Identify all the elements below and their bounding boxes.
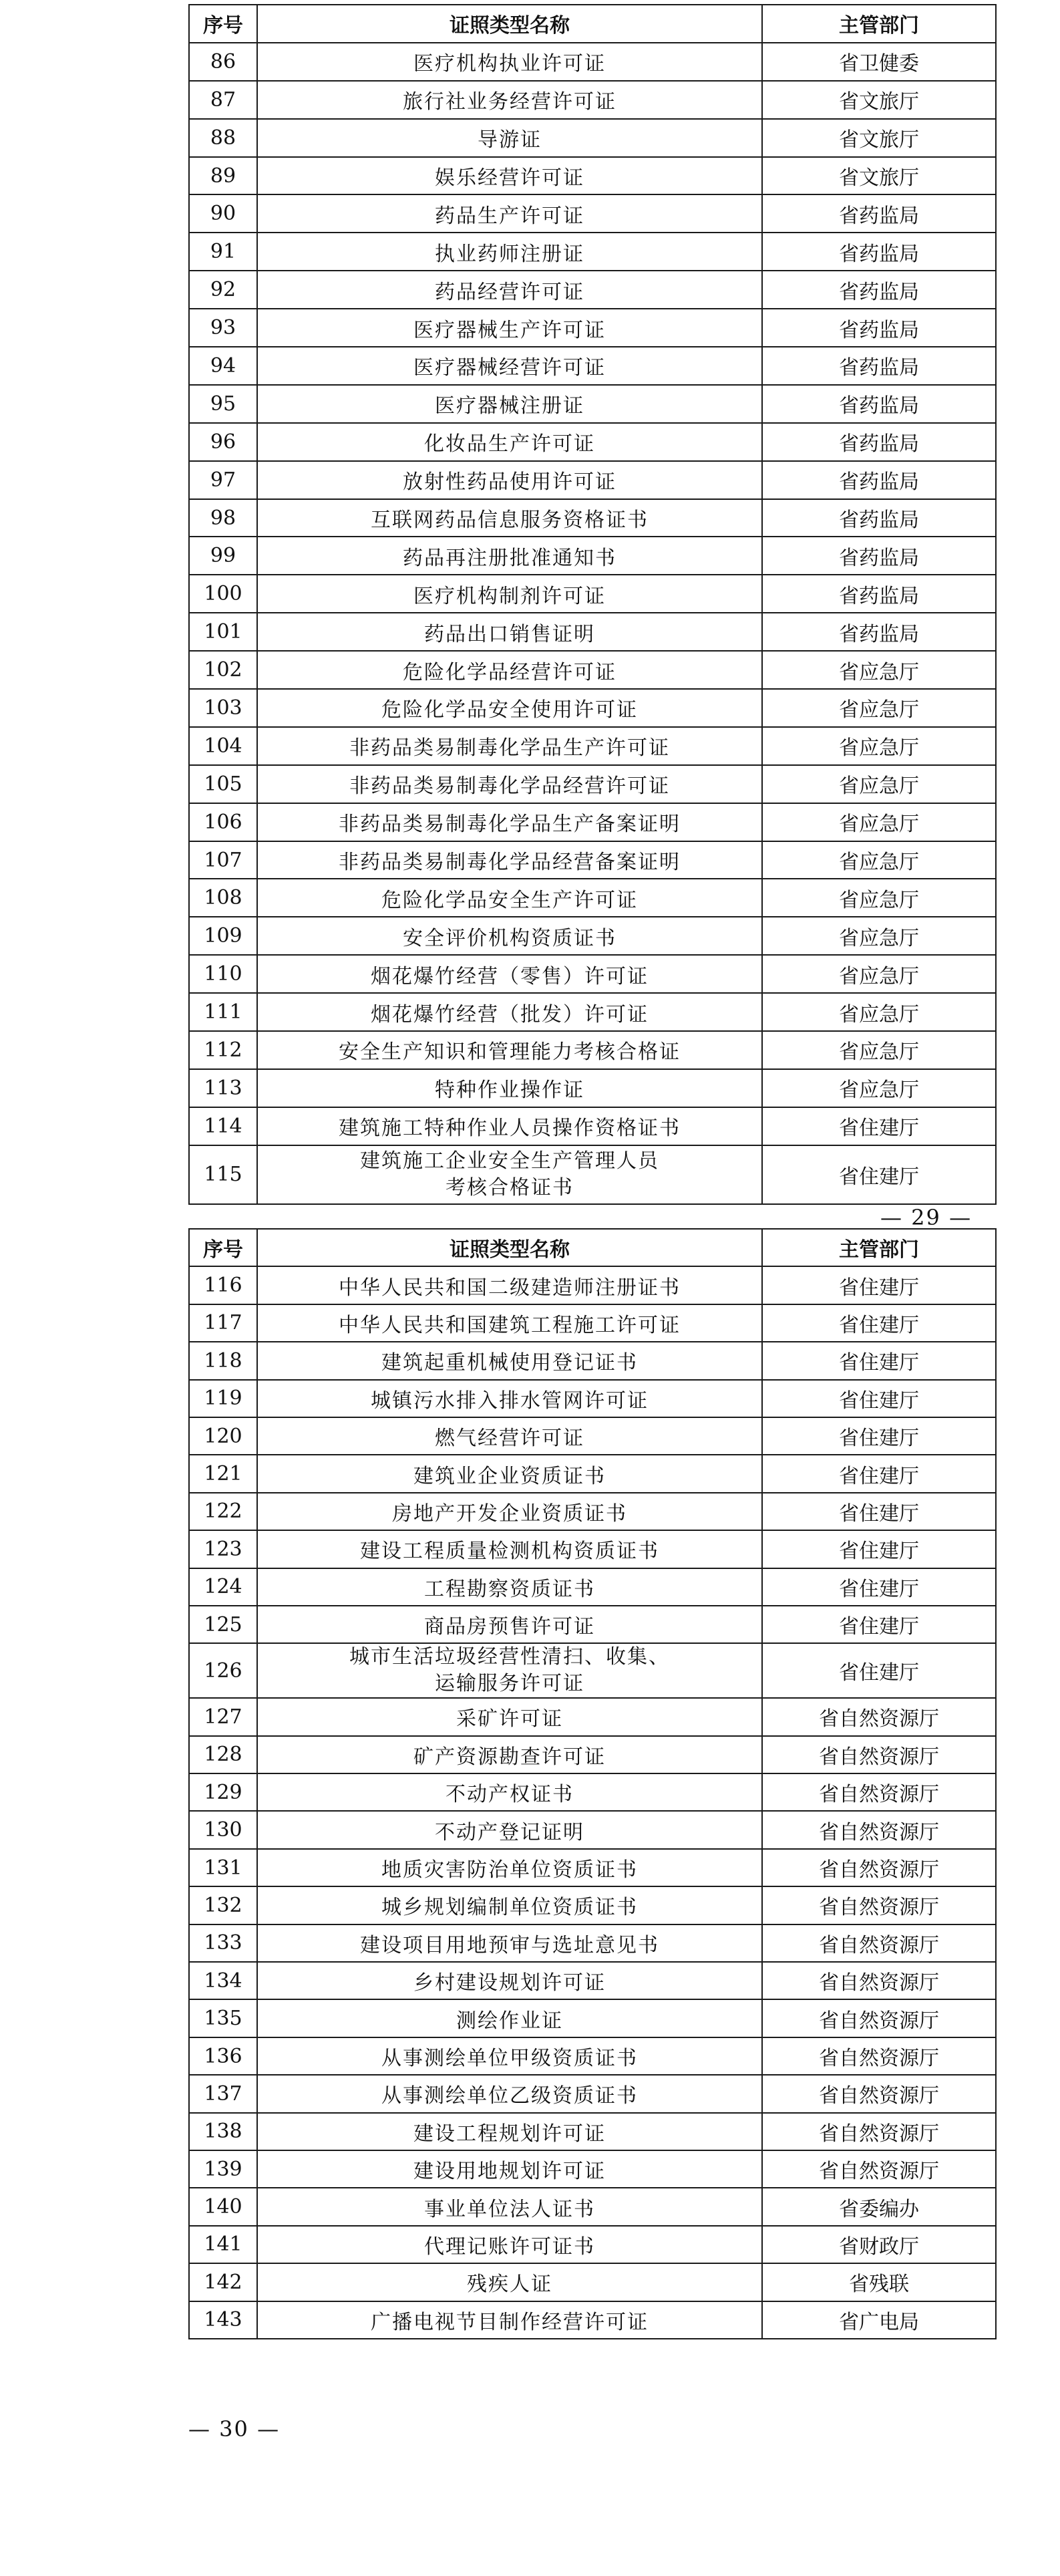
row-number: 102 [189,651,257,689]
certificate-name: 建设工程质量检测机构资质证书 [257,1530,762,1568]
table-header-row [189,1229,996,1266]
certificate-name: 医疗机构执业许可证 [257,43,762,81]
department: 省住建厅 [762,1530,996,1568]
row-number: 115 [189,1145,257,1204]
table-row [189,81,996,119]
department: 省应急厅 [762,727,996,765]
certificate-name: 危险化学品安全使用许可证 [257,689,762,727]
table-row [189,1380,996,1417]
department: 省药监局 [762,271,996,309]
table-row [189,194,996,233]
certificate-name: 测绘作业证 [257,1999,762,2037]
department: 省自然资源厅 [762,1773,996,1811]
page-number-30: — 30 — [188,2416,281,2442]
department: 省应急厅 [762,803,996,841]
table-row [189,1069,996,1107]
row-number: 103 [189,689,257,727]
table-row [189,2188,996,2225]
department: 省自然资源厅 [762,2075,996,2112]
table-row [189,1736,996,1773]
row-number: 127 [189,1698,257,1735]
row-number: 120 [189,1417,257,1455]
certificate-name: 非药品类易制毒化学品经营备案证明 [257,841,762,879]
department: 省药监局 [762,461,996,499]
department: 省自然资源厅 [762,1698,996,1735]
table-body-page-30 [189,1266,996,2339]
row-number: 108 [189,879,257,917]
table-row [189,157,996,195]
header-dept: 主管部门 [762,5,996,43]
certificate-name: 烟花爆竹经营（零售）许可证 [257,955,762,993]
department: 省应急厅 [762,651,996,689]
certificate-name-line-1: 城市生活垃圾经营性清扫、收集、 [349,1645,670,1669]
table-row [189,2263,996,2301]
table-row [189,1568,996,1606]
department: 省文旅厅 [762,81,996,119]
department: 省住建厅 [762,1342,996,1379]
certificate-name: 药品再注册批准通知书 [257,537,762,575]
row-number: 143 [189,2301,257,2339]
certificate-name: 不动产权证书 [257,1773,762,1811]
table-row [189,1493,996,1530]
row-number: 91 [189,233,257,271]
row-number: 132 [189,1886,257,1924]
certificate-name: 药品出口销售证明 [257,613,762,651]
certificate-name: 非药品类易制毒化学品经营许可证 [257,765,762,803]
certificate-name: 采矿许可证 [257,1698,762,1735]
table-row [189,1417,996,1455]
row-number: 104 [189,727,257,765]
table-body-page-29 [189,43,996,1204]
row-number: 124 [189,1568,257,1606]
department: 省自然资源厅 [762,1811,996,1848]
table-row [189,1643,996,1698]
table-row [189,2113,996,2150]
row-number: 121 [189,1455,257,1492]
table-row [189,1107,996,1145]
table-row [189,1698,996,1735]
table-row [189,1031,996,1069]
department: 省应急厅 [762,841,996,879]
table-row [189,537,996,575]
certificate-name: 从事测绘单位甲级资质证书 [257,2037,762,2075]
department: 省自然资源厅 [762,1849,996,1886]
certificate-name: 安全生产知识和管理能力考核合格证 [257,1031,762,1069]
certificate-name: 矿产资源勘查许可证 [257,1736,762,1773]
department: 省应急厅 [762,993,996,1031]
table-row [189,423,996,461]
row-number: 141 [189,2226,257,2263]
department: 省药监局 [762,194,996,233]
department: 省住建厅 [762,1568,996,1606]
table-row [189,309,996,347]
department: 省药监局 [762,575,996,613]
certificate-name: 烟花爆竹经营（批发）许可证 [257,993,762,1031]
row-number: 122 [189,1493,257,1530]
certificate-name: 建筑起重机械使用登记证书 [257,1342,762,1379]
department: 省药监局 [762,385,996,423]
row-number: 129 [189,1773,257,1811]
certificate-name: 非药品类易制毒化学品生产许可证 [257,727,762,765]
row-number: 110 [189,955,257,993]
row-number: 87 [189,81,257,119]
certificate-name: 商品房预售许可证 [257,1606,762,1643]
department: 省药监局 [762,613,996,651]
row-number: 134 [189,1962,257,1999]
table-row [189,1455,996,1492]
table-row [189,1849,996,1886]
row-number: 123 [189,1530,257,1568]
certificate-name: 建设项目用地预审与选址意见书 [257,1924,762,1962]
table-row [189,461,996,499]
header-dept: 主管部门 [762,1229,996,1266]
department: 省残联 [762,2263,996,2301]
page-number-29: — 29 — [880,1205,973,1230]
department: 省自然资源厅 [762,2150,996,2188]
certificate-table-page-30 [188,1228,997,2339]
certificate-name: 地质灾害防治单位资质证书 [257,1849,762,1886]
table-row [189,651,996,689]
certificate-name: 房地产开发企业资质证书 [257,1493,762,1530]
department: 省自然资源厅 [762,2113,996,2150]
certificate-name: 互联网药品信息服务资格证书 [257,499,762,537]
row-number: 128 [189,1736,257,1773]
certificate-name: 执业药师注册证 [257,233,762,271]
table-row [189,841,996,879]
table-row [189,879,996,917]
certificate-name: 非药品类易制毒化学品生产备案证明 [257,803,762,841]
table-row [189,765,996,803]
certificate-name: 医疗器械生产许可证 [257,309,762,347]
department: 省住建厅 [762,1493,996,1530]
certificate-name: 建筑施工特种作业人员操作资格证书 [257,1107,762,1145]
department: 省药监局 [762,499,996,537]
row-number: 86 [189,43,257,81]
department: 省委编办 [762,2188,996,2225]
certificate-name: 中华人民共和国二级建造师注册证书 [257,1266,762,1304]
certificate-name: 特种作业操作证 [257,1069,762,1107]
certificate-name [257,1145,762,1204]
certificate-name: 事业单位法人证书 [257,2188,762,2225]
row-number: 139 [189,2150,257,2188]
department: 省住建厅 [762,1304,996,1342]
certificate-name: 化妆品生产许可证 [257,423,762,461]
certificate-name: 娱乐经营许可证 [257,157,762,195]
table-row [189,1266,996,1304]
certificate-name: 危险化学品经营许可证 [257,651,762,689]
table-row [189,613,996,651]
department: 省广电局 [762,2301,996,2339]
row-number: 126 [189,1643,257,1698]
table-row [189,2301,996,2339]
department: 省住建厅 [762,1266,996,1304]
certificate-name: 旅行社业务经营许可证 [257,81,762,119]
certificate-name: 医疗器械注册证 [257,385,762,423]
certificate-name: 导游证 [257,119,762,157]
table-row [189,119,996,157]
department: 省住建厅 [762,1606,996,1643]
table-row [189,1886,996,1924]
table-row [189,1999,996,2037]
department: 省自然资源厅 [762,1924,996,1962]
table-row [189,1962,996,1999]
department: 省卫健委 [762,43,996,81]
row-number: 99 [189,537,257,575]
row-number: 107 [189,841,257,879]
certificate-name: 药品经营许可证 [257,271,762,309]
row-number: 109 [189,917,257,955]
department: 省自然资源厅 [762,1962,996,1999]
department: 省药监局 [762,537,996,575]
row-number: 92 [189,271,257,309]
row-number: 142 [189,2263,257,2301]
row-number: 94 [189,347,257,385]
department: 省应急厅 [762,765,996,803]
department: 省药监局 [762,347,996,385]
row-number: 89 [189,157,257,195]
row-number: 96 [189,423,257,461]
row-number: 131 [189,1849,257,1886]
row-number: 112 [189,1031,257,1069]
certificate-name [257,1643,762,1698]
row-number: 97 [189,461,257,499]
certificate-name: 中华人民共和国建筑工程施工许可证 [257,1304,762,1342]
certificate-name-line-2: 运输服务许可证 [435,1672,584,1696]
table-row [189,1342,996,1379]
certificate-name: 乡村建设规划许可证 [257,1962,762,1999]
certificate-name: 代理记账许可证书 [257,2226,762,2263]
table-row [189,499,996,537]
table-row [189,1145,996,1204]
department: 省应急厅 [762,689,996,727]
certificate-name: 医疗机构制剂许可证 [257,575,762,613]
table-row [189,2037,996,2075]
table-row [189,1773,996,1811]
department: 省应急厅 [762,879,996,917]
row-number: 93 [189,309,257,347]
row-number: 138 [189,2113,257,2150]
department: 省住建厅 [762,1417,996,1455]
department: 省药监局 [762,309,996,347]
row-number: 140 [189,2188,257,2225]
row-number: 106 [189,803,257,841]
department: 省药监局 [762,233,996,271]
table-row [189,347,996,385]
table-header-row [189,5,996,43]
row-number: 111 [189,993,257,1031]
department: 省应急厅 [762,955,996,993]
table-row [189,955,996,993]
table-row [189,43,996,81]
department: 省住建厅 [762,1107,996,1145]
certificate-name: 从事测绘单位乙级资质证书 [257,2075,762,2112]
certificate-name: 危险化学品安全生产许可证 [257,879,762,917]
table-row [189,917,996,955]
row-number: 98 [189,499,257,537]
certificate-name: 燃气经营许可证 [257,1417,762,1455]
department: 省应急厅 [762,1031,996,1069]
row-number: 100 [189,575,257,613]
table-row [189,1304,996,1342]
department: 省自然资源厅 [762,2037,996,2075]
department: 省应急厅 [762,1069,996,1107]
table-row [189,575,996,613]
table-row [189,1606,996,1643]
row-number: 88 [189,119,257,157]
certificate-name: 城镇污水排入排水管网许可证 [257,1380,762,1417]
department: 省药监局 [762,423,996,461]
table-row [189,385,996,423]
department: 省应急厅 [762,917,996,955]
certificate-name-line-2: 考核合格证书 [446,1175,574,1199]
table-row [189,993,996,1031]
department: 省财政厅 [762,2226,996,2263]
certificate-name: 建筑业企业资质证书 [257,1455,762,1492]
certificate-name: 建设用地规划许可证 [257,2150,762,2188]
row-number: 136 [189,2037,257,2075]
row-number: 105 [189,765,257,803]
table-row [189,2075,996,2112]
table-row [189,1924,996,1962]
certificate-table-page-29 [188,4,997,1205]
row-number: 90 [189,194,257,233]
table-row [189,1811,996,1848]
row-number: 135 [189,1999,257,2037]
department: 省自然资源厅 [762,1886,996,1924]
department: 省自然资源厅 [762,1999,996,2037]
row-number: 119 [189,1380,257,1417]
table-row [189,233,996,271]
department: 省住建厅 [762,1145,996,1204]
table-row [189,803,996,841]
certificate-name: 广播电视节目制作经营许可证 [257,2301,762,2339]
certificate-name: 城乡规划编制单位资质证书 [257,1886,762,1924]
certificate-name-line-1: 建筑施工企业安全生产管理人员 [360,1149,659,1173]
row-number: 113 [189,1069,257,1107]
certificate-name: 残疾人证 [257,2263,762,2301]
department: 省住建厅 [762,1380,996,1417]
row-number: 114 [189,1107,257,1145]
certificate-name: 药品生产许可证 [257,194,762,233]
table-row [189,2226,996,2263]
row-number: 95 [189,385,257,423]
department: 省自然资源厅 [762,1736,996,1773]
certificate-name: 工程勘察资质证书 [257,1568,762,1606]
table-row [189,2150,996,2188]
row-number: 125 [189,1606,257,1643]
certificate-name: 建设工程规划许可证 [257,2113,762,2150]
certificate-name: 安全评价机构资质证书 [257,917,762,955]
certificate-name: 放射性药品使用许可证 [257,461,762,499]
certificate-name: 不动产登记证明 [257,1811,762,1848]
table-row [189,727,996,765]
row-number: 130 [189,1811,257,1848]
header-no: 序号 [189,1229,257,1266]
department: 省住建厅 [762,1643,996,1698]
row-number: 117 [189,1304,257,1342]
header-no: 序号 [189,5,257,43]
certificate-name: 医疗器械经营许可证 [257,347,762,385]
row-number: 116 [189,1266,257,1304]
department: 省文旅厅 [762,157,996,195]
department: 省文旅厅 [762,119,996,157]
table-row [189,689,996,727]
row-number: 101 [189,613,257,651]
row-number: 133 [189,1924,257,1962]
header-name: 证照类型名称 [257,5,762,43]
table-row [189,1530,996,1568]
row-number: 137 [189,2075,257,2112]
department: 省住建厅 [762,1455,996,1492]
row-number: 118 [189,1342,257,1379]
table-row [189,271,996,309]
header-name: 证照类型名称 [257,1229,762,1266]
